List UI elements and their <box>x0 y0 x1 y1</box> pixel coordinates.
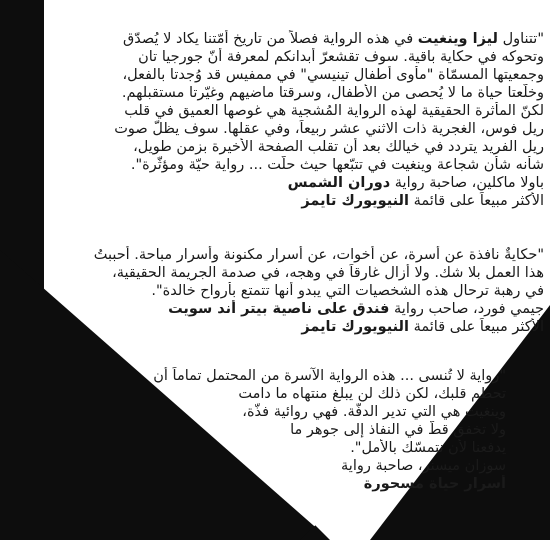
review-1-line-8: شأنه شأن شجاعة وينغيت في تتبّعها حيث حلّت ... رواية حيّة ومؤثّرة". <box>130 157 544 173</box>
review-3-line-2: تحطم قلبك، لكن ذلك لن يبلغ منتهاه ما دامت <box>238 386 506 402</box>
review-1-line-1 <box>52 30 544 48</box>
review-2-list-prefix: الأكثر مبيعاً على قائمة <box>413 319 544 335</box>
review-2-author-line: جيمي فورد، صاحب رواية <box>394 301 544 317</box>
review-1-author-book: دوران الشمس <box>287 175 391 191</box>
review-1-list-prefix: الأكثر مبيعاً على قائمة <box>413 193 544 209</box>
review-1-line-5: لكنّ المأثرة الحقيقية لهذه الرواية المُشجية هي غوصها العميق في قلب <box>124 103 544 119</box>
review-2 <box>52 246 544 336</box>
review-1-line-1-text: "تتناول ليزا وينغيت في هذه الرواية فصلاً من تاريخ أمّتنا يكاد لا يُصدّق <box>123 31 544 47</box>
review-1-line-6: ريل فوس، الغجرية ذات الاثني عشر ربيعاً، وفي عقلها. سوف يظلّ صوت <box>114 121 544 137</box>
review-1-author-name: ليزا وينغيت <box>417 31 498 47</box>
review-2-line-3: في رهبة ترحال هذه الشخصيات التي يبدو أنها تتمتع بأرواح خالدة". <box>151 283 544 299</box>
review-2-list <box>52 318 544 336</box>
review-2-list-name: النيويورك تايمز <box>301 319 409 335</box>
review-2-attribution <box>52 300 544 318</box>
review-3-line-1: "رواية لا تُنسى ... هذه الرواية الآسرة من المحتمل تماماً أن <box>153 368 506 384</box>
review-3-author-book: أسرار حياة مسحورة <box>363 476 506 492</box>
review-1-line-4: وخلّعتا حياة ما لا يُحصى من الأطفال، وسرقتا ماضيهم وغيّرتا مستقبلهم. <box>121 85 544 101</box>
review-1-line-3: وجمعيتها المسمّاة "مأوى أطفال تينيسي" في ممفيس قد وُجدتا بالفعل، <box>122 67 544 83</box>
review-2-line-1: "حكايةٌ نافذة عن أسرة، عن أخوات، عن أسرار مكنونة وأسرار مباحة. أحببتُ <box>93 247 544 263</box>
review-1-author-line: باولا ماكلين، صاحبة رواية <box>394 175 544 191</box>
review-1-line-2: وتحوكه في حكاية باقية. سوف تقشعرّ أبدانكم لمعرفة أنّ جورجيا تان <box>138 49 544 65</box>
review-3-author-line: سوزان ميسنر، صاحبة رواية <box>341 458 506 474</box>
review-3-line-3: وينغيت هي التي تدير الدفّة. فهي روائية فذّة، <box>242 404 506 420</box>
review-1-list-name: النيويورك تايمز <box>301 193 409 209</box>
review-1-attribution <box>52 174 544 192</box>
review-2-line-2: هذا العمل بلا شك. ولا أزال غارقاً في وهجه، في صدمة الجريمة الحقيقية، <box>112 265 544 281</box>
review-2-author-book: فندق على ناصية بيتر أند سويت <box>168 301 390 317</box>
review-3-line-4: ولا تخفق قطّ في النفاذ إلى جوهر ما <box>290 422 506 438</box>
review-1 <box>52 30 544 210</box>
review-1-line-7: ريل الفريد يتردد في خيالك بعد أن تقلب الصفحة الأخيرة بزمن طويل، <box>133 139 544 155</box>
review-3-line-5: يدفعنا لأن نتمسّك بالأمل". <box>350 440 506 456</box>
review-1-list <box>52 192 544 210</box>
review-3 <box>52 367 544 493</box>
